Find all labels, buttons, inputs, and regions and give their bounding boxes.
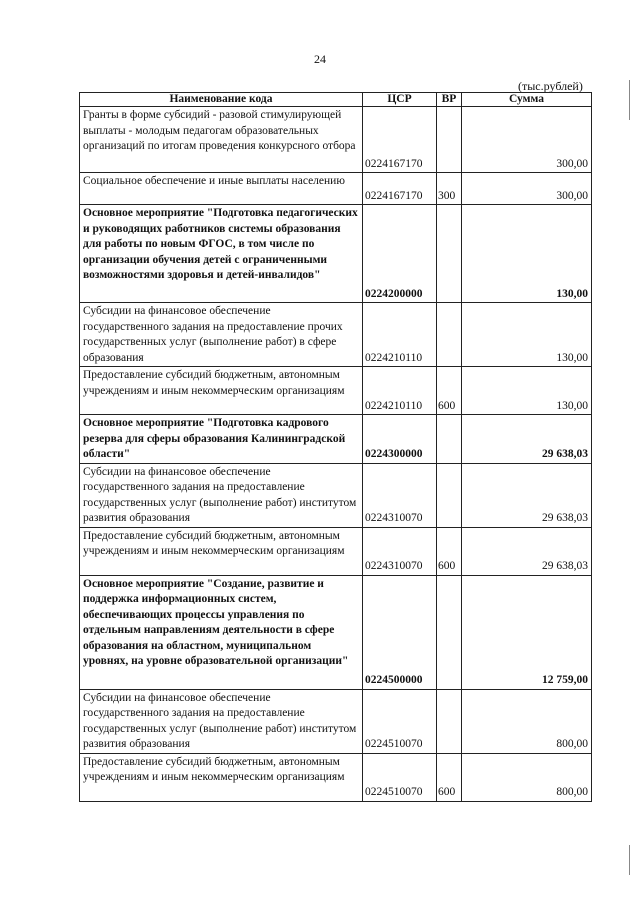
cell-sum: 29 638,03 — [462, 463, 592, 527]
header-csr: ЦСР — [363, 93, 437, 107]
cell-vr — [437, 415, 462, 464]
cell-sum: 29 638,03 — [462, 527, 592, 575]
cell-name: Предоставление субсидий бюджетным, автономным учреждениям и иным некоммерческим организациям — [80, 527, 363, 575]
page-edge-mark — [629, 80, 630, 120]
cell-name: Гранты в форме субсидий - разовой стимулирующей выплаты - молодым педагогам образовательных организаций по итогам проведения конкурсного отбора — [80, 107, 363, 173]
header-name: Наименование кода — [80, 93, 363, 107]
table-row — [80, 753, 592, 801]
table-row — [80, 205, 592, 303]
cell-csr: 0224310070 — [363, 463, 437, 527]
cell-vr — [437, 575, 462, 689]
cell-csr: 0224167170 — [363, 173, 437, 205]
cell-csr: 0224300000 — [363, 415, 437, 464]
cell-vr — [437, 303, 462, 367]
cell-csr: 0224167170 — [363, 107, 437, 173]
cell-sum: 130,00 — [462, 303, 592, 367]
cell-name: Социальное обеспечение и иные выплаты населению — [80, 173, 363, 205]
cell-sum: 300,00 — [462, 107, 592, 173]
cell-csr: 0224200000 — [363, 205, 437, 303]
page-edge-mark — [629, 845, 630, 875]
cell-vr: 600 — [437, 527, 462, 575]
budget-table — [79, 92, 592, 802]
cell-sum: 29 638,03 — [462, 415, 592, 464]
cell-name: Основное мероприятие "Подготовка педагогических и руководящих работников системы образования для работы по новым ФГОС, в том числе по организации обучения детей с ограниченными возможностями здоровья и детей-инвалидов" — [80, 205, 363, 303]
table-row — [80, 527, 592, 575]
cell-vr — [437, 463, 462, 527]
header-vr: ВР — [437, 93, 462, 107]
cell-sum: 12 759,00 — [462, 575, 592, 689]
table-row — [80, 463, 592, 527]
cell-csr: 0224500000 — [363, 575, 437, 689]
cell-csr: 0224210110 — [363, 367, 437, 415]
table-header-row — [80, 93, 592, 107]
cell-sum: 130,00 — [462, 367, 592, 415]
table-row — [80, 367, 592, 415]
table-row — [80, 173, 592, 205]
table-row — [80, 575, 592, 689]
cell-csr: 0224510070 — [363, 689, 437, 753]
cell-sum: 300,00 — [462, 173, 592, 205]
cell-vr — [437, 205, 462, 303]
cell-vr: 600 — [437, 367, 462, 415]
cell-csr: 0224510070 — [363, 753, 437, 801]
units-label: (тыс.рублей) — [518, 79, 583, 93]
cell-name: Предоставление субсидий бюджетным, автономным учреждениям и иным некоммерческим организациям — [80, 367, 363, 415]
cell-csr: 0224210110 — [363, 303, 437, 367]
cell-vr: 600 — [437, 753, 462, 801]
header-sum: Сумма — [462, 93, 592, 107]
cell-vr — [437, 689, 462, 753]
cell-name: Субсидии на финансовое обеспечение государственного задания на предоставление государственных услуг (выполнение работ) институтом развития образования — [80, 463, 363, 527]
cell-name: Основное мероприятие "Подготовка кадрового резерва для сферы образования Калининградской области" — [80, 415, 363, 464]
cell-sum: 800,00 — [462, 753, 592, 801]
table-row — [80, 689, 592, 753]
cell-vr — [437, 107, 462, 173]
cell-vr: 300 — [437, 173, 462, 205]
cell-name: Субсидии на финансовое обеспечение государственного задания на предоставление прочих государственных услуг (выполнение работ) в сфере образования — [80, 303, 363, 367]
page-number: 24 — [314, 52, 326, 66]
cell-csr: 0224310070 — [363, 527, 437, 575]
cell-name: Субсидии на финансовое обеспечение государственного задания на предоставление государственных услуг (выполнение работ) институтом развития образования — [80, 689, 363, 753]
table-row — [80, 107, 592, 173]
cell-name: Предоставление субсидий бюджетным, автономным учреждениям и иным некоммерческим организациям — [80, 753, 363, 801]
table-row — [80, 415, 592, 464]
cell-sum: 130,00 — [462, 205, 592, 303]
table-row — [80, 303, 592, 367]
cell-sum: 800,00 — [462, 689, 592, 753]
cell-name: Основное мероприятие "Создание, развитие и поддержка информационных систем, обеспечивающих процессы управления по отдельным направлениям деятельности в сфере образования на областном, муниципальном уровнях, на уровне образовательной организации" — [80, 575, 363, 689]
